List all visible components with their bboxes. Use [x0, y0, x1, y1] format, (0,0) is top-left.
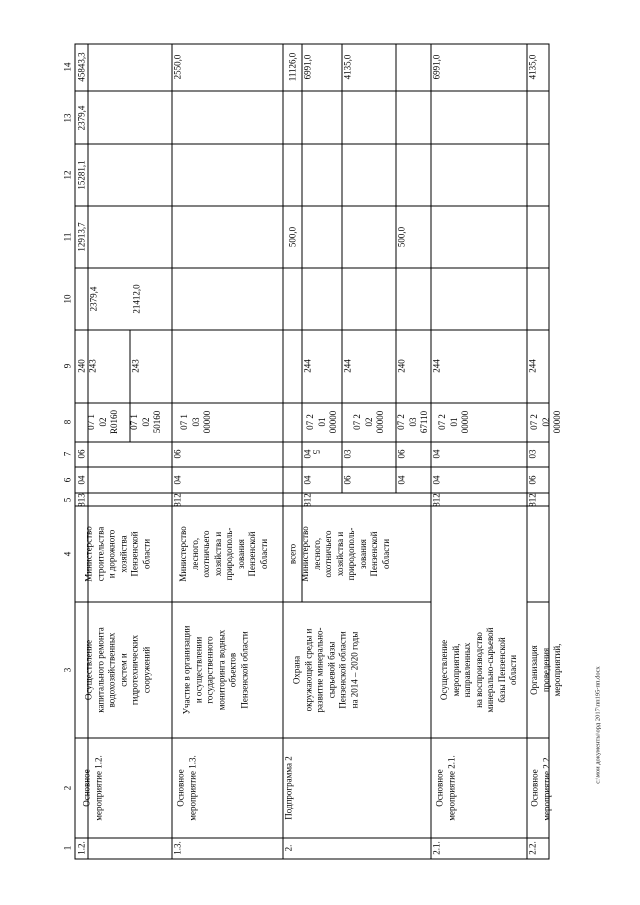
row-1-3-number: 1.3.: [172, 841, 183, 855]
row-2-1-c5: 812: [431, 493, 442, 507]
row-1-2-c8-b: 07 1 02 50160: [128, 410, 162, 434]
row-1-2-c13: 2379,4: [76, 105, 87, 131]
row-2-1-c8: 07 2 01 00000: [436, 410, 470, 434]
row-1-2-c6: 04: [76, 475, 87, 485]
row-1-2-executor: Министерство строительства и дорожного хозяйства Пензенской области: [83, 526, 151, 582]
col-header-1: 1: [62, 845, 73, 851]
row-1-2-c11: 12913,7: [76, 222, 87, 252]
row-1-2-name: Основное мероприятие 1.2.: [81, 755, 103, 821]
row-2-description: Охрана окружающей среды и развитие минерально- сырьевой базы Пензенской области на 2014 – 2020 годы: [291, 627, 359, 713]
row-2-s3-c6: 04: [396, 475, 407, 485]
row-2-s1-c8: 07 2 01 00000: [304, 410, 338, 434]
row-2-1-c6: 04: [431, 475, 442, 485]
row-2-s1-c7: 04: [302, 449, 313, 459]
col-header-13: 13: [62, 113, 73, 123]
row-2-s2-c6: 06: [342, 475, 353, 485]
row-2-s2-c8: 07 2 02 00000: [351, 410, 385, 434]
row-1-2-c14: 45843,3: [76, 52, 87, 82]
row-2-s3-c8: 07 2 03 67110: [395, 410, 429, 434]
row-2-total-c11: 500,0: [287, 226, 298, 248]
row-2-s3-c11: 500,0: [396, 226, 407, 248]
col-header-6: 6: [62, 477, 73, 483]
row-1-2-c8-a: 07 1 02 R0160: [85, 409, 119, 435]
row-2-s3-c7: 06: [396, 449, 407, 459]
row-2-2-c5: 812: [527, 493, 538, 507]
row-1-3-c6: 04: [172, 475, 183, 485]
col-header-10: 10: [62, 294, 73, 304]
col-header-12: 12: [62, 170, 73, 180]
footer-file-path: c:\мои документы\орд 2017\пп195-пп.docx: [594, 666, 602, 784]
row-1-3-c7: 06: [172, 449, 183, 459]
row-1-2-number: 1.2.: [76, 841, 87, 855]
row-2-s1-c6: 04: [302, 475, 313, 485]
col-header-14: 14: [62, 62, 73, 72]
row-2-s2-c14: 4135,0: [342, 54, 353, 80]
page-number: 5: [311, 449, 321, 455]
row-2-1-name: Основное мероприятие 2.1.: [434, 755, 456, 821]
row-1-2-c10-b: 21412,0: [131, 284, 142, 314]
row-2-2-c7: 03: [527, 449, 538, 459]
row-1-2-description: Осуществление капитального ремонта водохозяйственных систем и гидротехнических сооружений: [83, 627, 151, 713]
row-2-s3-c9: 240: [396, 359, 407, 373]
row-2-number: 2.: [283, 844, 294, 852]
row-1-2-c9-b: 243: [130, 359, 141, 373]
row-2-s1-c9: 244: [302, 359, 313, 373]
row-2-2-description: Организация проведения мероприятий,: [528, 643, 562, 697]
row-1-3-c8: 07 1 03 00000: [178, 410, 212, 434]
row-1-2-c7: 06: [76, 449, 87, 459]
row-1-3-executor: Министерство лесного, охотничьего хозяйства и природополь- зования Пензенской области: [178, 526, 269, 582]
row-1-3-c5: 812: [172, 493, 183, 507]
row-2-2-c9: 244: [527, 359, 538, 373]
row-2-s2-c9: 244: [342, 359, 353, 373]
row-2-2-name: Основное мероприятие 2.2.: [529, 755, 551, 821]
row-2-2-number: 2.2.: [527, 841, 538, 855]
col-header-5: 5: [62, 497, 73, 503]
row-1-3-description: Участие в организации и осуществлении государственного мониторинга водных объектов Пензенской области: [181, 625, 249, 715]
col-header-7: 7: [62, 451, 73, 457]
row-2-total-label: всего: [287, 543, 298, 565]
row-2-2-c8: 07 2 02 00000: [528, 410, 562, 434]
col-header-2: 2: [62, 785, 73, 791]
row-2-1-c9: 244: [431, 359, 442, 373]
row-1-2-c9-total: 240: [76, 359, 87, 373]
row-2-name: Подпрограмма 2: [283, 756, 294, 820]
row-1-2-c9-a: 243: [87, 359, 98, 373]
row-2-1-c14: 6991,0: [431, 54, 442, 80]
row-2-executor: Министерство лесного, охотничьего хозяйства и природополь- зования Пензенской области: [300, 526, 391, 582]
col-header-11: 11: [62, 232, 73, 242]
row-2-total-c14: 11126,0: [287, 52, 298, 82]
row-1-2-c10-a: 2379,4: [88, 286, 99, 312]
col-header-9: 9: [62, 363, 73, 369]
row-2-c5: 812: [302, 493, 313, 507]
row-2-1-number: 2.1.: [431, 841, 442, 855]
row-1-3-name: Основное мероприятие 1.3.: [175, 755, 197, 821]
row-2-1-description: Осуществление мероприятий, направленных на воспроизводство минерально-сырьевой базы Пензенской области: [438, 627, 518, 713]
row-2-s2-c7: 03: [342, 449, 353, 459]
row-2-2-c6: 06: [527, 475, 538, 485]
col-header-4: 4: [62, 551, 73, 557]
row-1-2-c5: 813: [76, 493, 87, 507]
col-header-3: 3: [62, 667, 73, 673]
row-1-3-c14: 2550,0: [172, 54, 183, 80]
col-header-8: 8: [62, 419, 73, 425]
row-2-1-c7: 04: [431, 449, 442, 459]
row-2-2-c14: 4135,0: [527, 54, 538, 80]
row-1-2-c12: 15281,1: [76, 160, 87, 190]
row-2-s1-c14: 6991,0: [302, 54, 313, 80]
